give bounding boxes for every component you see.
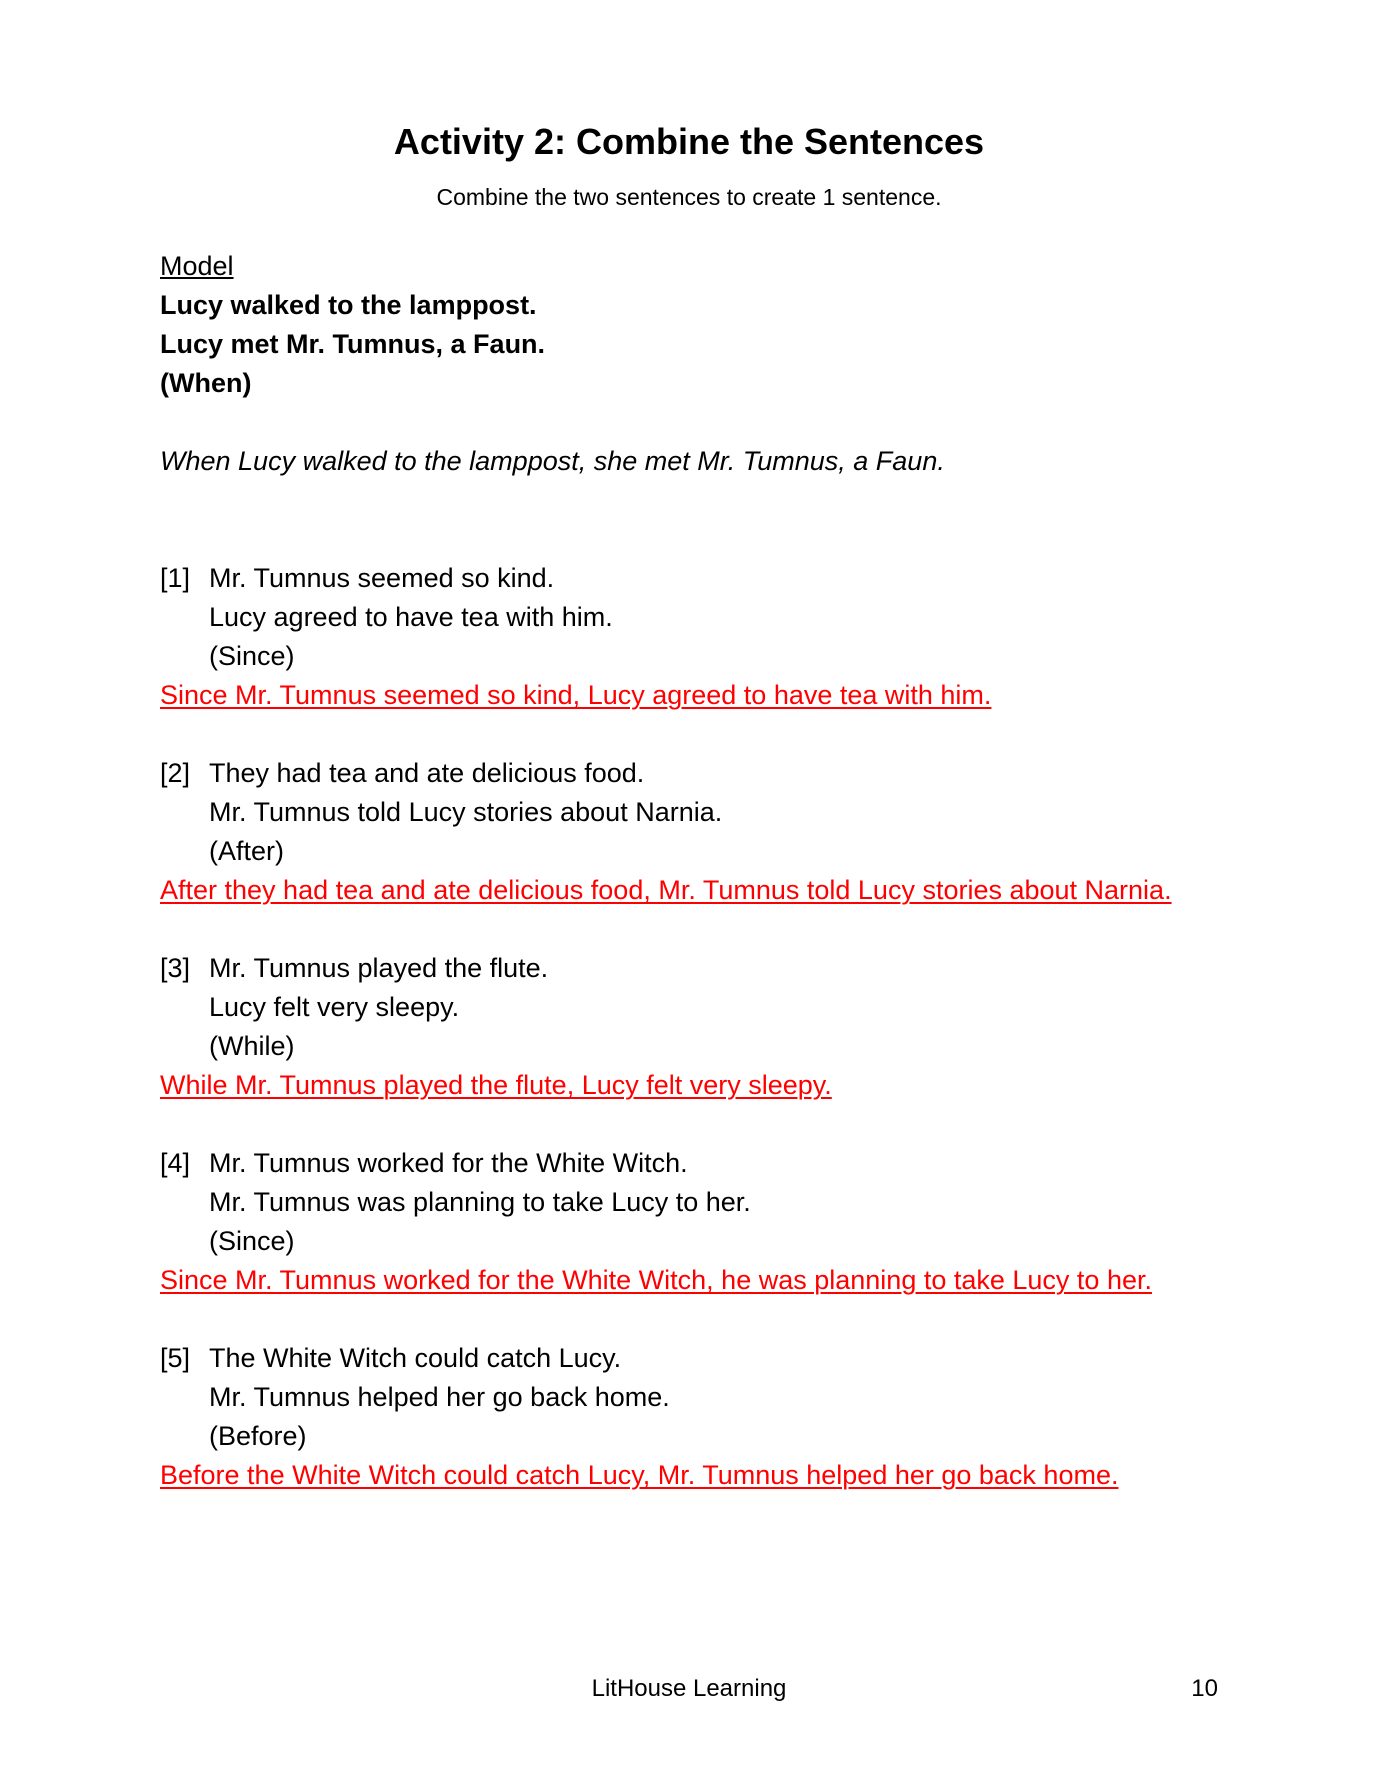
- exercise-answer: While Mr. Tumnus played the flute, Lucy felt very sleepy.: [160, 1070, 832, 1100]
- exercise-number: [4]: [160, 1148, 191, 1178]
- exercise-sentence-1: Mr. Tumnus seemed so kind.: [209, 563, 555, 593]
- exercise-sentence-2: Mr. Tumnus helped her go back home.: [209, 1382, 670, 1412]
- exercise-answer: Before the White Witch could catch Lucy, Mr. Tumnus helped her go back home.: [160, 1460, 1119, 1490]
- exercise-conjunction: (Since): [209, 641, 295, 671]
- model-sentence-2: Lucy met Mr. Tumnus, a Faun.: [160, 329, 546, 359]
- exercise-sentence-2: Lucy felt very sleepy.: [209, 992, 460, 1022]
- exercise-number: [5]: [160, 1343, 191, 1373]
- exercise-conjunction: (While): [209, 1031, 295, 1061]
- exercise-sentence-2: Lucy agreed to have tea with him.: [209, 602, 613, 632]
- exercise-conjunction: (Since): [209, 1226, 295, 1256]
- exercise-number: [3]: [160, 953, 191, 983]
- model-section: [160, 247, 1240, 481]
- worksheet-content: [160, 247, 1240, 1495]
- exercise-5: [160, 1339, 1240, 1495]
- exercise-number: [1]: [160, 563, 191, 593]
- exercise-conjunction: (After): [209, 836, 285, 866]
- exercise-answer: Since Mr. Tumnus worked for the White Witch, he was planning to take Lucy to her.: [160, 1265, 1152, 1295]
- model-answer: When Lucy walked to the lamppost, she met Mr. Tumnus, a Faun.: [160, 446, 945, 476]
- exercise-3: [160, 949, 1240, 1105]
- footer-publisher: LitHouse Learning: [591, 1675, 787, 1702]
- exercise-conjunction: (Before): [209, 1421, 307, 1451]
- exercise-2: [160, 754, 1240, 910]
- exercise-1: [160, 559, 1240, 715]
- exercise-sentence-1: The White Witch could catch Lucy.: [209, 1343, 622, 1373]
- page-title: Activity 2: Combine the Sentences: [393, 121, 985, 162]
- page-number: 10: [1191, 1675, 1218, 1702]
- model-conjunction: (When): [160, 368, 252, 398]
- exercise-sentence-2: Mr. Tumnus told Lucy stories about Narnia.: [209, 797, 723, 827]
- model-label: Model: [160, 251, 234, 281]
- exercise-sentence-1: Mr. Tumnus played the flute.: [209, 953, 549, 983]
- model-sentence-1: Lucy walked to the lamppost.: [160, 290, 537, 320]
- exercise-4: [160, 1144, 1240, 1300]
- exercise-answer: Since Mr. Tumnus seemed so kind, Lucy agreed to have tea with him.: [160, 680, 992, 710]
- exercise-sentence-1: Mr. Tumnus worked for the White Witch.: [209, 1148, 688, 1178]
- exercise-sentence-1: They had tea and ate delicious food.: [209, 758, 645, 788]
- exercise-number: [2]: [160, 758, 191, 788]
- exercise-answer: After they had tea and ate delicious food, Mr. Tumnus told Lucy stories about Narnia.: [160, 875, 1172, 905]
- instructions: Combine the two sentences to create 1 sentence.: [436, 184, 942, 210]
- exercise-sentence-2: Mr. Tumnus was planning to take Lucy to her.: [209, 1187, 751, 1217]
